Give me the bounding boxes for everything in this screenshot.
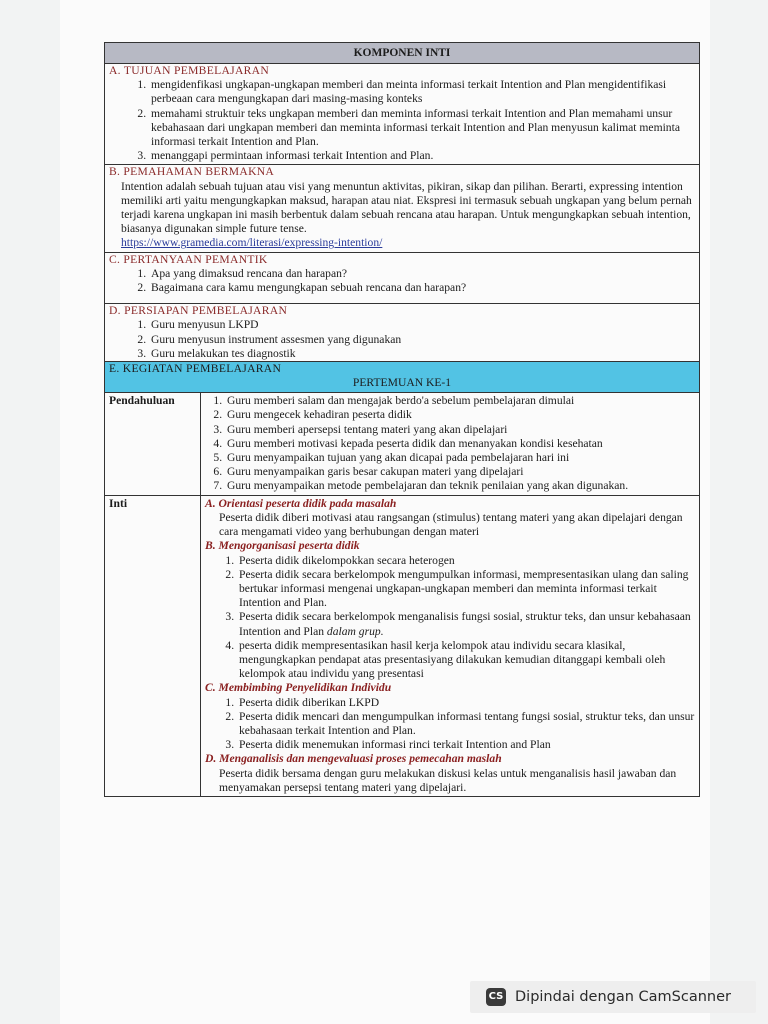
objectives-list (109, 78, 693, 163)
section-e-title: E. KEGIATAN PEMBELAJARAN (109, 362, 282, 376)
section-trigger-questions (105, 253, 699, 305)
list-item: 2. Guru mengecek kehadiran peserta didik (225, 408, 695, 422)
section-learning-activities-header (105, 362, 699, 393)
section-b-text: Intention adalah sebuah tujuan atau visi yang menuntun aktivitas, pikiran, sikap dan pilihan. Berarti, expressing intention memiliki arti yaitu mengungkapkan maksud, harapan atau niat. Ekspresi ini termasuk sebuah ungkapan yang belum pernah terjadi karena ungkapan ini masih berbentuk dalam sebuah rencana atau harapan. Untuk mengungkapkan sebuah intention, biasanya digunakan simple future tense. (121, 179, 692, 236)
stage-d-text: Peserta didik bersama dengan guru melakukan diskusi kelas untuk menganalisis hasil jawaban dan menyamakan persepsi tentang materi yang dipelajari. (219, 766, 677, 794)
pendahuluan-label: Pendahuluan (105, 393, 201, 495)
table-row (105, 393, 699, 495)
section-a-title: A. TUJUAN PEMBELAJARAN (109, 64, 270, 77)
camscanner-watermark (470, 981, 756, 1013)
section-c-title: C. PERTANYAAN PEMANTIK (109, 252, 268, 266)
watermark-text: Dipindai dengan CamScanner (515, 989, 732, 1005)
list-item: 1. mengidenfikasi ungkapan-ungkapan memberi dan meinta informasi terkait Intention and Plan mengidentifikasi perbeaan cara mengungkapan dari masing-masing konteks (149, 78, 693, 106)
inti-cell (201, 495, 700, 796)
list-item: 1. Peserta didik diberikan LKPD (237, 696, 695, 710)
section-meaningful-understanding (105, 165, 699, 252)
camscanner-logo-icon: CS (486, 988, 506, 1006)
list-item: 3. menanggapi permintaan informasi terkait Intention and Plan. (149, 149, 693, 163)
lesson-plan-document (104, 42, 700, 797)
section-learning-preparation (105, 304, 699, 362)
activities-table (105, 393, 699, 796)
list-item: 3. Guru memberi apersepsi tentang materi yang akan dipelajari (225, 423, 695, 437)
list-item: 2. Bagaimana cara kamu mengungkapan sebuah rencana dan harapan? (149, 281, 693, 295)
list-item-suffix: dalam grup. (326, 624, 384, 638)
stage-d-title: D. Menganalisis dan mengevaluasi proses pemecahan maslah (205, 752, 502, 766)
meeting-title: PERTEMUAN KE-1 (352, 376, 452, 390)
list-item: 1. Guru memberi salam dan mengajak berdo'a sebelum pembelajaran dimulai (225, 394, 695, 408)
list-item: 6. Guru menyampaikan garis besar cakupan materi yang dipelajari (225, 465, 695, 479)
stage-b-list (205, 554, 695, 682)
stage-a-text: Peserta didik diberi motivasi atau rangsangan (stimulus) tentang materi yang akan dipelajari dengan cara mengamati video yang berhubungan dengan materi (219, 510, 683, 539)
table-row (105, 495, 699, 796)
list-item: 3. Peserta didik menemukan informasi rinci terkait Intention and Plan (237, 738, 695, 752)
questions-list (109, 267, 693, 295)
list-item: 2. memahami struktuir teks ungkapan memberi dan meminta informasi terkait Intention and Plan memahami unsur kebahasaan dari ungkapan memberi dan meminta informasi terkait Intention and Plan menyusun kalimat meminta informasi terkait Intention and Plan. (149, 107, 693, 150)
section-d-title: D. PERSIAPAN PEMBELAJARAN (109, 304, 288, 318)
preparation-list (109, 318, 693, 361)
section-b-title: B. PEMAHAMAN BERMAKNA (109, 165, 275, 179)
list-item: 2. Guru menyusun instrument assesmen yang digunakan (149, 333, 693, 347)
stage-c-list (205, 696, 695, 753)
stage-c-title: C. Membimbing Penyelidikan Individu (205, 681, 392, 695)
stage-a-title: A. Orientasi peserta didik pada masalah (205, 496, 397, 510)
list-item: 5. Guru menyampaikan tujuan yang akan dicapai pada pembelajaran hari ini (225, 451, 695, 465)
list-item: 1. Apa yang dimaksud rencana dan harapan? (149, 267, 693, 281)
pendahuluan-cell (201, 393, 700, 495)
list-item: 2. Peserta didik mencari dan mengumpulkan informasi tentang fungsi sosial, struktur teks, dan unsur kebahasaan terkait Intention and Plan. (237, 710, 695, 738)
list-item: 2. Peserta didik secara berkelompok mengumpulkan informasi, mempresentasikan ulang dan saling bertukar informasi mengenai ungkapan-ungkapan memberi dan meminta informasi terkait Intention and Plan. (237, 568, 695, 611)
inti-label: Inti (105, 495, 201, 796)
list-item: 3. Guru melakukan tes diagnostik (149, 347, 693, 361)
section-learning-objectives (105, 64, 699, 165)
list-item: 1. Peserta didik dikelompokkan secara heterogen (237, 554, 695, 568)
pendahuluan-list (205, 394, 695, 493)
list-item: 1. Guru menyusun LKPD (149, 318, 693, 332)
list-item: 4. Guru memberi motivasi kepada peserta didik dan menanyakan kondisi kesehatan (225, 437, 695, 451)
list-item: 4. peserta didik mempresentasikan hasil kerja kelompok atau individu secara klasikal, mengungkapkan pendapat atas presentasiyang dilakukan kemudian ditanggapi kembali oleh kelompok atau individu yang presentasi (237, 639, 695, 682)
stage-b-title: B. Mengorganisasi peserta didik (205, 539, 360, 553)
source-link[interactable]: https://www.gramedia.com/literasi/expressing-intention/ (121, 236, 383, 250)
list-item (237, 610, 695, 638)
list-item: 7. Guru menyampaikan metode pembelajaran dan teknik penilaian yang akan digunakan. (225, 479, 695, 493)
list-item-text: Peserta didik secara berkelompok menganalisis fungsi sosial, struktur teks, dan unsur kebahasaan Intention and Plan (239, 610, 691, 638)
document-header: KOMPONEN INTI (105, 43, 699, 64)
